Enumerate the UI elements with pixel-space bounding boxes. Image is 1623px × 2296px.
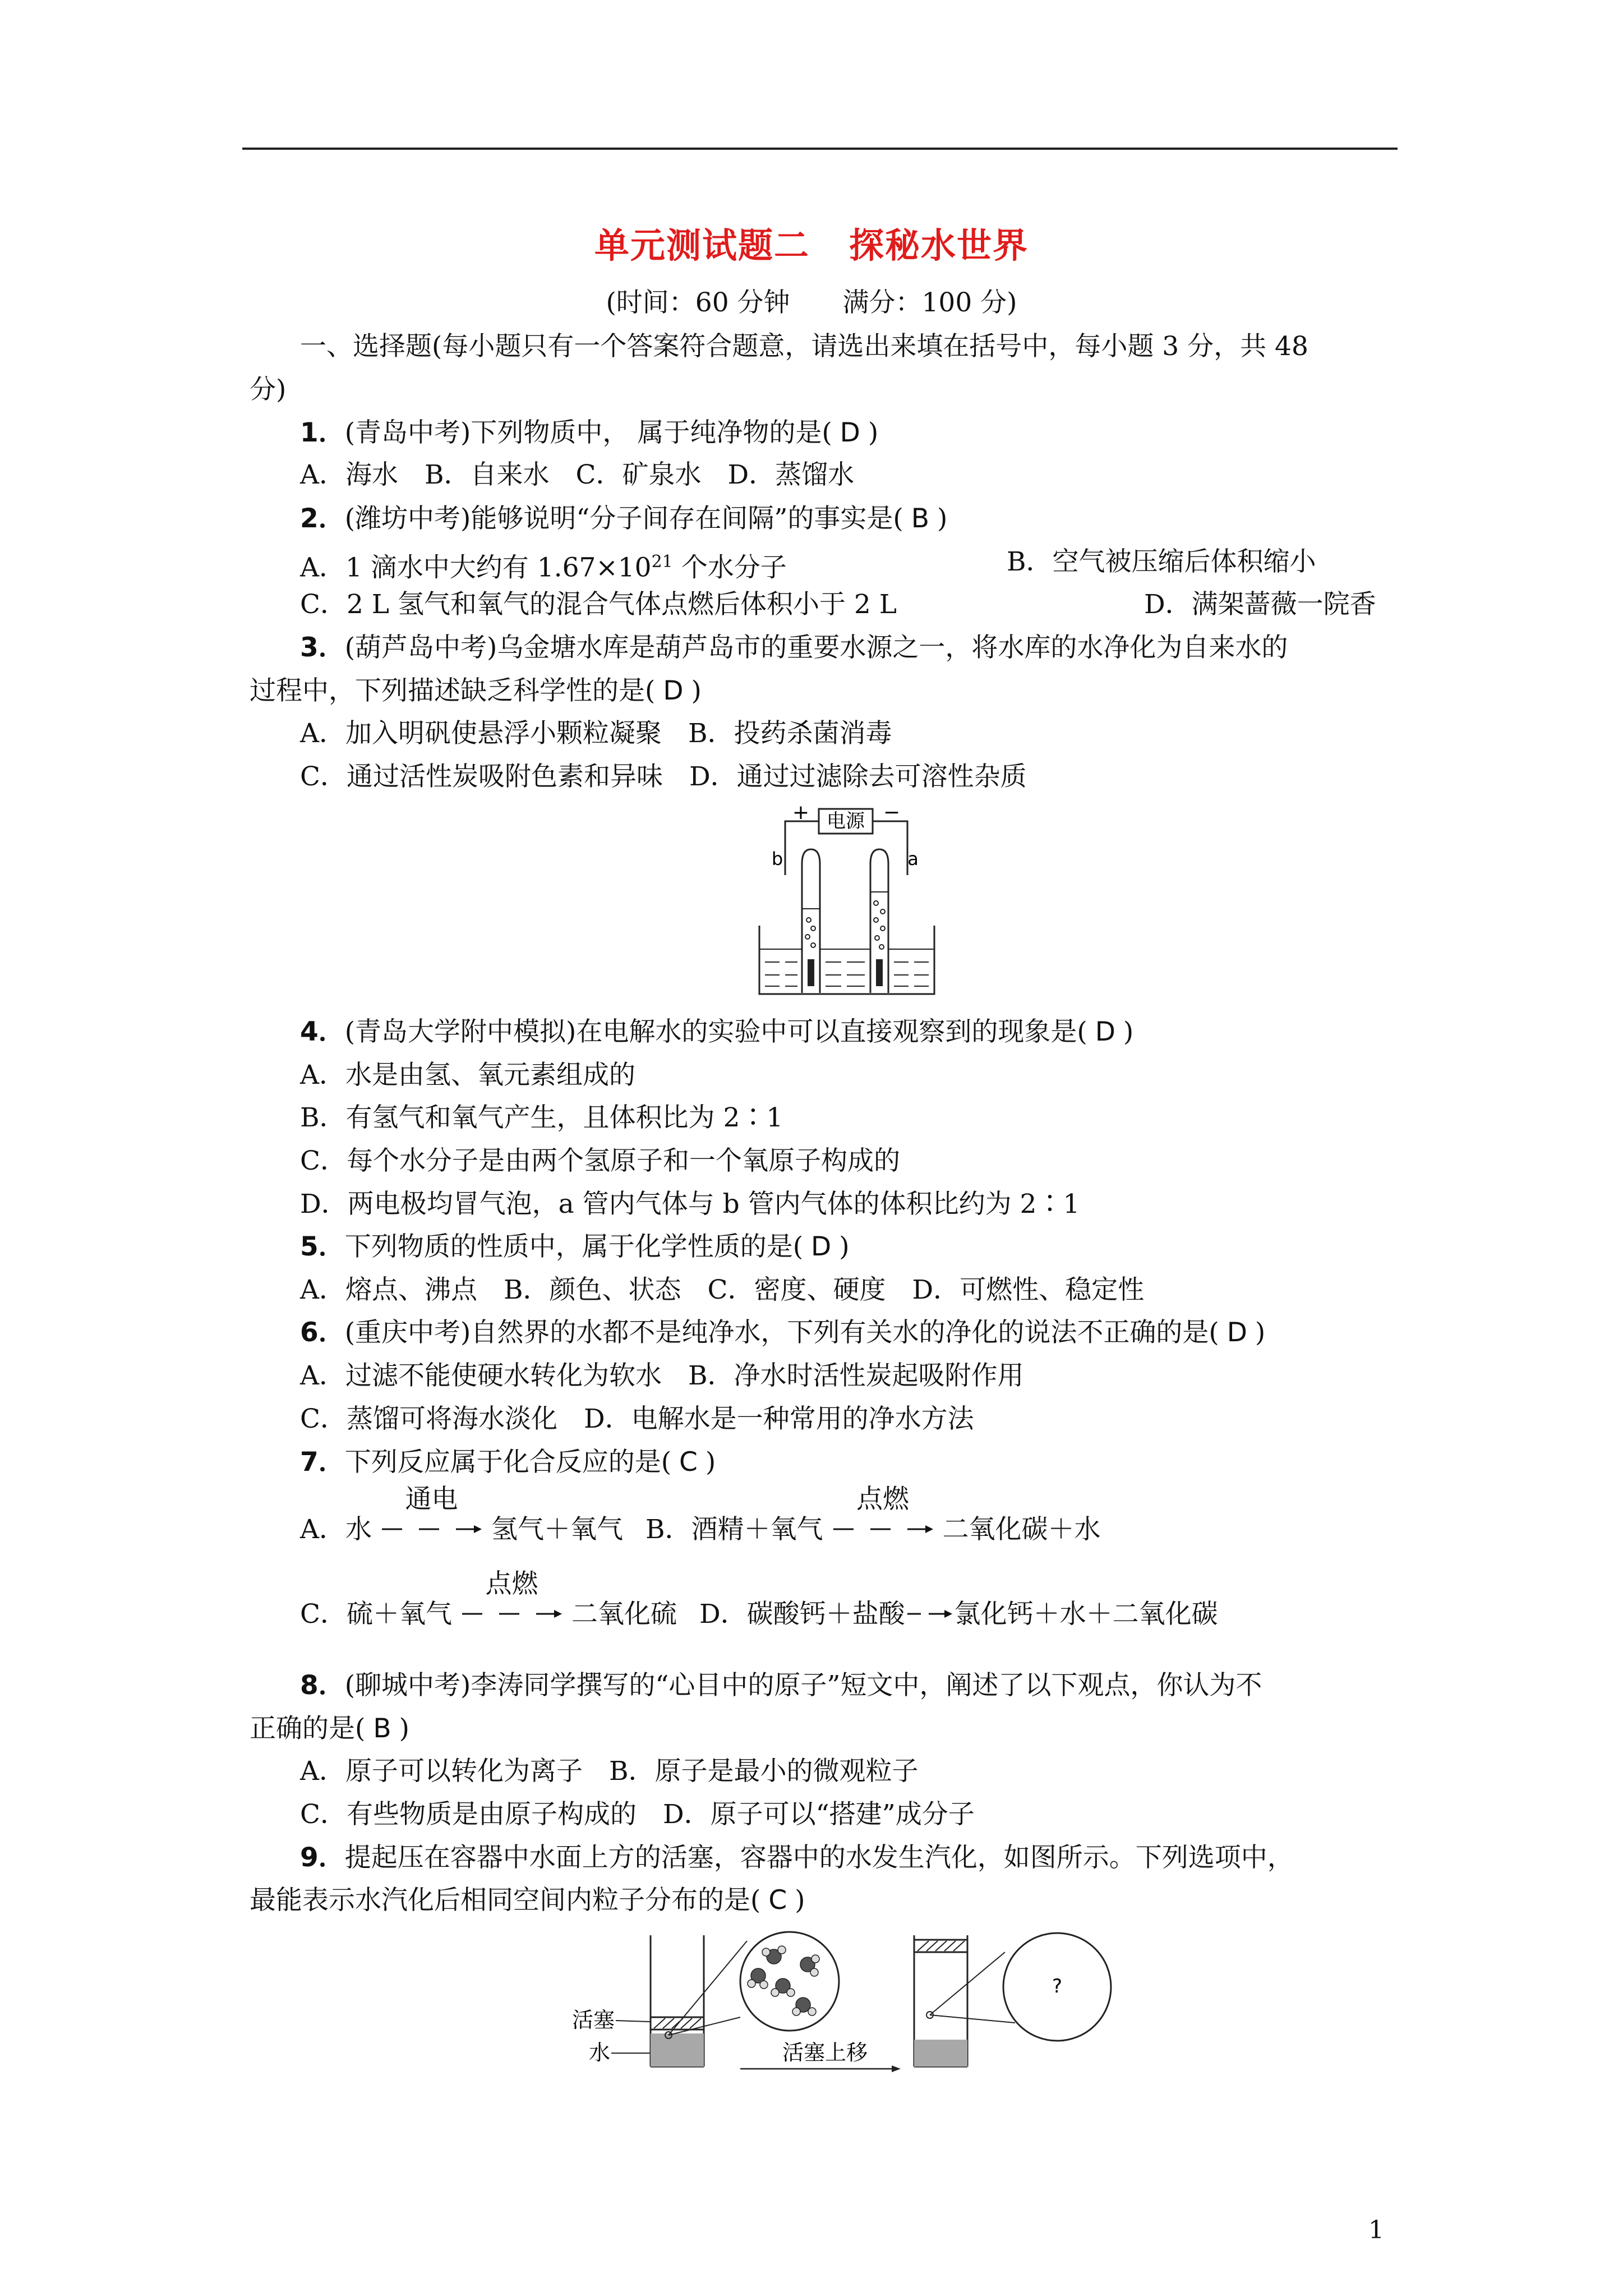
option-label: B．酒精＋氧气	[645, 1514, 823, 1545]
q2-option-d: D．满架蔷薇一院香	[1144, 589, 1376, 620]
question-text: (重庆中考)自然界的水都不是纯净水，下列有关水的净化的说法不正确的是(	[344, 1317, 1219, 1348]
reaction-condition: 点燃	[485, 1568, 538, 1599]
question-8	[300, 1669, 1262, 1703]
question-9-cont	[250, 1884, 805, 1917]
reaction-condition: 点燃	[856, 1484, 909, 1515]
header-rule	[242, 148, 1398, 150]
question-number: 2．	[300, 503, 345, 534]
question-mark: ?	[1052, 1975, 1063, 1998]
q4-option-c: C．每个水分子是由两个氢原子和一个氧原子构成的	[300, 1145, 900, 1176]
answer: D	[840, 417, 860, 448]
q4-option-a: A．水是由氢、氧元素组成的	[300, 1060, 635, 1091]
q8-options-2: C．有些物质是由原子构成的 D．原子可以“搭建”成分子	[300, 1799, 975, 1830]
question-9	[300, 1841, 1294, 1875]
page-title	[0, 218, 1623, 268]
exam-info: (时间：60 分钟 满分：100 分)	[606, 287, 1017, 318]
question-number: 3．	[300, 632, 345, 663]
reaction-arrow	[831, 1484, 935, 1547]
question-2	[300, 502, 947, 536]
question-number: 7．	[300, 1447, 345, 1478]
option-label: C．硫＋氧气	[300, 1599, 452, 1630]
paren: )	[705, 1447, 716, 1478]
question-text: (潍坊中考)能够说明“分子间存在间隔”的事实是(	[344, 503, 903, 534]
reaction-product: 二氧化碳＋水	[942, 1514, 1101, 1545]
reaction-product: 二氧化硫	[571, 1599, 677, 1630]
question-number: 6．	[300, 1317, 345, 1348]
question-number: 8．	[300, 1670, 345, 1701]
question-text: 下列反应属于化合反应的是(	[344, 1447, 672, 1478]
question-text: (葫芦岛中考)乌金塘水库是葫芦岛市的重要水源之一，将水库的水净化为自来水的	[344, 632, 1288, 663]
question-6	[300, 1316, 1265, 1350]
label-b: b	[771, 848, 783, 869]
arrow-label: 活塞上移	[782, 2040, 868, 2065]
question-text: 提起压在容器中水面上方的活塞，容器中的水发生汽化，如图所示。下列选项中，	[344, 1842, 1294, 1873]
beaker-water	[759, 949, 934, 986]
q8-options-1: A．原子可以转化为离子 B．原子是最小的微观粒子	[300, 1756, 919, 1787]
q7-options-ab	[300, 1484, 1101, 1547]
question-number: 9．	[300, 1842, 345, 1873]
reaction-arrow	[460, 1568, 564, 1631]
question-number: 4．	[300, 1016, 345, 1047]
q7-options-cd	[300, 1568, 1218, 1631]
page-number: 1	[1368, 2216, 1384, 2244]
paren: )	[937, 503, 948, 534]
water-right	[914, 2040, 967, 2067]
answer: B	[373, 1713, 391, 1744]
q2-option-c: C．2 L 氢气和氧气的混合气体点燃后体积小于 2 L	[300, 589, 897, 620]
beaker	[759, 926, 934, 994]
piston-label: 活塞	[572, 2008, 615, 2032]
q6-options-2: C．蒸馏可将海水淡化 D．电解水是一种常用的净水方法	[300, 1404, 974, 1434]
question-text: 最能表示水汽化后相同空间内粒子分布的是(	[250, 1885, 761, 1916]
section-heading-cont: 分)	[250, 374, 287, 405]
question-text: (青岛大学附中模拟)在电解水的实验中可以直接观察到的现象是(	[344, 1016, 1087, 1047]
wire-right	[873, 821, 907, 875]
q4-option-d: D．两电极均冒气泡，a 管内气体与 b 管内气体的体积比约为 2∶1	[300, 1189, 1080, 1220]
q2-option-a	[300, 545, 787, 585]
reaction-condition: 通电	[405, 1484, 458, 1515]
question-7	[300, 1446, 716, 1479]
q6-options-1: A．过滤不能使硬水转化为软水 B．净水时活性炭起吸附作用	[300, 1360, 1024, 1391]
question-text: 过程中，下列描述缺乏科学性的是(	[250, 675, 656, 706]
answer: B	[911, 503, 930, 534]
title-main: 单元测试题二	[594, 225, 810, 266]
plus-sign: +	[792, 802, 810, 824]
question-5	[300, 1230, 850, 1264]
electrolysis-figure	[757, 802, 937, 999]
question-4	[300, 1015, 1133, 1049]
question-1	[300, 416, 878, 450]
paren: )	[795, 1885, 805, 1916]
question-text: 下列物质的性质中，属于化学性质的是(	[344, 1231, 804, 1262]
water-label: 水	[589, 2040, 611, 2065]
exponent: 21	[651, 552, 673, 572]
electrode-a	[876, 959, 883, 986]
answer: D	[811, 1231, 832, 1262]
option-label: D．碳酸钙＋盐酸	[699, 1599, 905, 1630]
label-a: a	[907, 848, 919, 869]
reaction-arrow	[905, 1598, 955, 1631]
question-number: 1．	[300, 417, 345, 448]
question-text: (聊城中考)李涛同学撰写的“心目中的原子”短文中，阐述了以下观点，你认为不	[344, 1670, 1262, 1701]
question-number: 5．	[300, 1231, 345, 1262]
q1-options: A．海水 B．自来水 C．矿泉水 D．蒸馏水	[300, 459, 855, 490]
paren: )	[839, 1231, 850, 1262]
answer: D	[1095, 1016, 1115, 1047]
question-text: 正确的是(	[250, 1713, 366, 1744]
piston-figure	[572, 1930, 1189, 2076]
answer: C	[768, 1885, 787, 1916]
reaction-arrow	[380, 1484, 483, 1547]
option-text: A．1 滴水中大约有 1.67×10	[300, 552, 652, 583]
answer: D	[663, 675, 684, 706]
power-label: 电源	[827, 810, 865, 832]
q2-option-b: B．空气被压缩后体积缩小	[1007, 546, 1316, 577]
q5-options: A．熔点、沸点 B．颜色、状态 C．密度、硬度 D．可燃性、稳定性	[300, 1274, 1145, 1305]
question-text: (青岛中考)下列物质中， 属于纯净物的是(	[344, 417, 832, 448]
option-text: 个水分子	[672, 552, 787, 583]
reaction-product: 氯化钙＋水＋二氧化碳	[954, 1599, 1218, 1630]
q3-options-1: A．加入明矾使悬浮小颗粒凝聚 B．投药杀菌消毒	[300, 718, 892, 749]
question-3	[300, 631, 1288, 665]
answer: C	[679, 1447, 698, 1478]
reaction-product: 氢气＋氧气	[491, 1514, 623, 1545]
paren: )	[868, 417, 879, 448]
bubbles	[805, 901, 885, 949]
answer: D	[1227, 1317, 1247, 1348]
title-sub: 探秘水世界	[849, 225, 1029, 266]
paren: )	[399, 1713, 409, 1744]
minus-sign: −	[883, 802, 901, 824]
question-8-cont	[250, 1712, 409, 1746]
section-heading: 一、选择题(每小题只有一个答案符合题意，请选出来填在括号中，每小题 3 分，共 48	[300, 331, 1308, 362]
paren: )	[691, 675, 702, 706]
water-left	[651, 2033, 704, 2067]
option-label: A．水	[300, 1514, 372, 1545]
q4-option-b: B．有氢气和氧气产生，且体积比为 2∶1	[300, 1102, 783, 1133]
electrode-b	[808, 959, 814, 986]
q3-options-2: C．通过活性炭吸附色素和异味 D．通过过滤除去可溶性杂质	[300, 761, 1027, 792]
paren: )	[1255, 1317, 1266, 1348]
paren: )	[1123, 1016, 1134, 1047]
question-3-cont	[250, 674, 702, 708]
